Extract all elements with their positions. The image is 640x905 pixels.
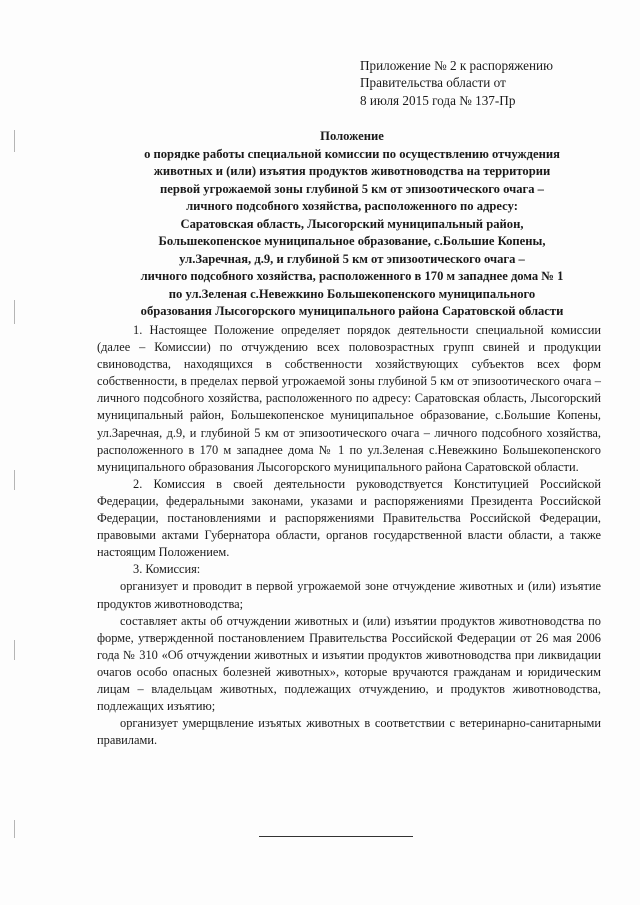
separator-line <box>259 836 413 837</box>
title-line: личного подсобного хозяйства, расположенного в 170 м западнее дома № 1 <box>140 269 564 283</box>
scan-edge-mark <box>14 470 15 490</box>
scan-edge-mark <box>14 640 15 660</box>
title-line: Большекопенское муниципальное образование, с.Большие Копены, <box>158 234 546 248</box>
paragraph-3-item: организует и проводит в первой угрожаемой зоне отчуждение животных и (или) изъятие продуктов животноводства; <box>97 579 601 611</box>
annex-reference <box>360 57 620 109</box>
title-line: Саратовская область, Лысогорский муниципальный район, <box>180 216 524 231</box>
paragraph-3-item: составляет акты об отчуждении животных и (или) изъятии продуктов животноводства по форме, утвержденной постановлением Правительства Российской Федерации от 26 мая 2006 года № 310 «Об отчуждении животных и изъятии продуктов животноводства при ликвидации очагов особо опасных болезней животных», которые вручаются гражданам и юридическим лицам – владельцам животных, подлежащих отчуждению, и продуктов животноводства, подлежащих изъятию; <box>97 613 601 714</box>
title-heading: Положение <box>320 129 384 143</box>
scan-edge-mark <box>14 820 15 838</box>
paragraph-3: 3. Комиссия: <box>133 562 201 577</box>
annex-line: Правительства области от <box>360 75 506 91</box>
title-line: животных и (или) изъятия продуктов животноводства на территории <box>153 164 551 178</box>
scan-edge-mark <box>14 130 15 152</box>
annex-line: Приложение № 2 к распоряжению <box>360 58 553 73</box>
title-line: первой угрожаемой зоны глубиной 5 км от эпизоотического очага – <box>160 181 544 196</box>
title-line: личного подсобного хозяйства, расположенного по адресу: <box>186 199 518 213</box>
paragraph-1: 1. Настоящее Положение определяет порядок деятельности специальной комиссии (далее – Комиссии) по отчуждению всех половозрастных групп свиней и продукции свиноводства, находящихся в собственности хозяйствующих субъектов всех форм собственности, в пределах первой угрожаемой зоны глубиной 5 км от эпизоотического очага – личного подсобного хозяйства, расположенного по адресу: Саратовская область, Лысогорский муниципальный район, Большекопенское муниципальное образование, с.Большие Копены, ул.Заречная, д.9, и глубиной 5 км от эпизоотического очага – личного подсобного хозяйства, расположенного в 170 м западнее дома № 1 по ул.Зеленая с.Невежкино Большекопенского муниципального образования Лысогорского муниципального района Саратовской области. <box>97 323 601 474</box>
title-line: образования Лысогорского муниципального района Саратовской области <box>140 304 564 318</box>
document-body <box>97 322 601 749</box>
title-line: о порядке работы специальной комиссии по осуществлению отчуждения <box>144 146 560 161</box>
paragraph-2: 2. Комиссия в своей деятельности руководствуется Конституцией Российской Федерации, федеральными законами, указами и распоряжениями Президента Российской Федерации, постановлениями и распоряжениями Правительства Российской Федерации, правовыми актами Губернатора области, органов государственной власти области, а также настоящим Положением. <box>97 476 601 560</box>
title-line: ул.Заречная, д.9, и глубиной 5 км от эпизоотического очага – <box>179 251 525 266</box>
title-line: по ул.Зеленая с.Невежкино Большекопенского муниципального <box>168 286 536 301</box>
document-title <box>92 128 612 321</box>
paragraph-3-item: организует умерщвление изъятых животных в соответствии с ветеринарно-санитарными правилами. <box>97 716 601 748</box>
annex-line: 8 июля 2015 года № 137-Пр <box>360 92 516 108</box>
scan-edge-mark <box>14 300 15 324</box>
